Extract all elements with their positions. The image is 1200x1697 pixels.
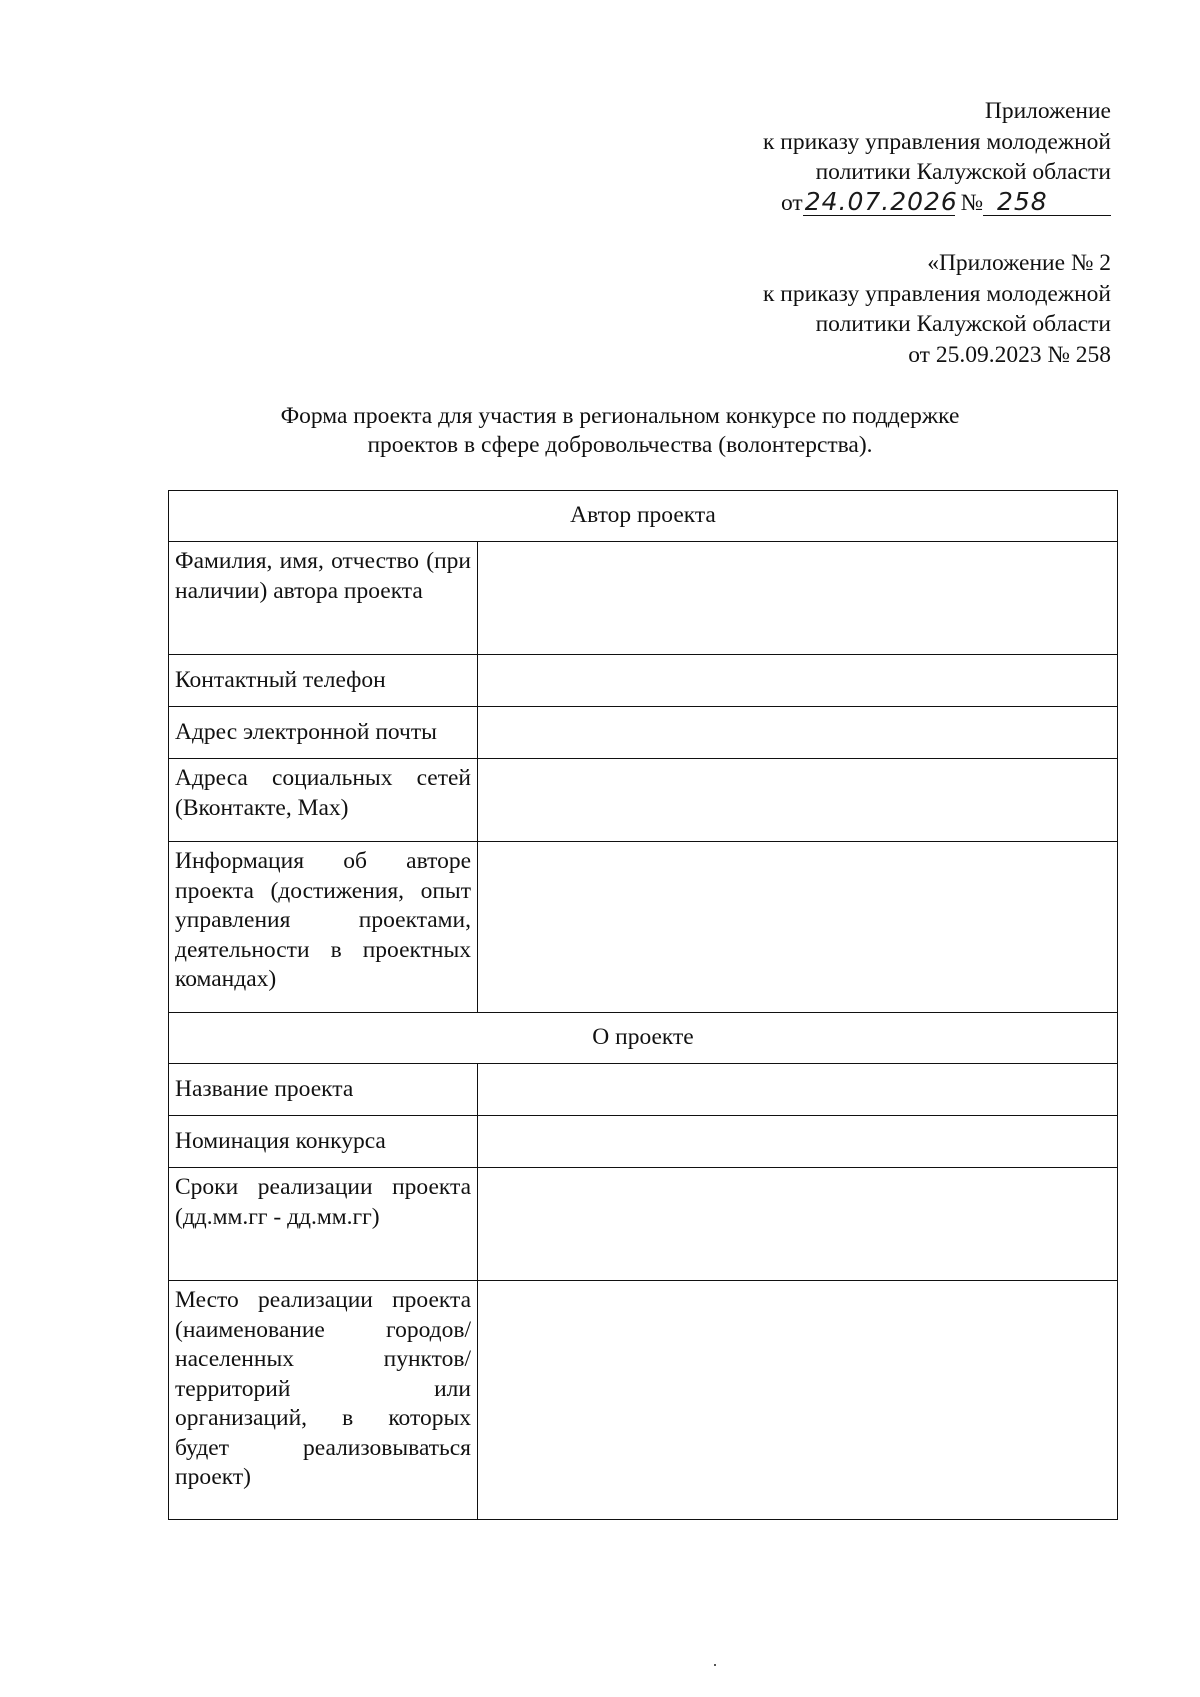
field-label-full-name: Фамилия, имя, отчество (при наличии) автора проекта	[169, 542, 478, 655]
field-label-phone: Контактный телефон	[169, 655, 478, 707]
table-row	[169, 655, 1118, 707]
section-row-author	[169, 491, 1118, 542]
form-title-line-2: проектов в сфере добровольчества (волонтерства).	[367, 432, 873, 458]
appendix-region-line: политики Калужской области	[815, 159, 1111, 185]
section-row-project	[169, 1013, 1118, 1064]
table-row	[169, 842, 1118, 1013]
field-label-author-info: Информация об авторе проекта (достижения, опыт управления проектами, деятельности в проектных командах)	[169, 842, 478, 1013]
table-row	[169, 542, 1118, 655]
field-value-project-dates[interactable]	[478, 1168, 1118, 1281]
project-form-table	[168, 490, 1118, 1520]
number-sign: №	[960, 189, 983, 216]
form-title-line-1: Форма проекта для участия в региональном конкурсе по поддержке	[280, 403, 960, 429]
original-appendix-header	[763, 248, 1111, 370]
table-row	[169, 1281, 1118, 1520]
table-row	[169, 759, 1118, 842]
original-appendix-title: «Приложение № 2	[927, 250, 1111, 276]
scan-speck	[714, 1664, 716, 1666]
table-row	[169, 1168, 1118, 1281]
field-label-project-dates: Сроки реализации проекта (дд.мм.гг - дд.мм.гг)	[169, 1168, 478, 1281]
table-row	[169, 707, 1118, 759]
section-header-project: О проекте	[169, 1013, 1118, 1064]
original-appendix-date-line: от 25.09.2023 № 258	[908, 341, 1111, 368]
field-label-project-name: Название проекта	[169, 1064, 478, 1116]
field-value-email[interactable]	[478, 707, 1118, 759]
appendix-date-line	[763, 188, 1111, 219]
original-appendix-region-line: политики Калужской области	[815, 311, 1111, 337]
handwritten-date: 24.07.2026	[804, 186, 958, 216]
field-label-email: Адрес электронной почты	[169, 707, 478, 759]
appendix-order-line: к приказу управления молодежной	[762, 128, 1111, 155]
field-value-phone[interactable]	[478, 655, 1118, 707]
form-title	[170, 402, 1070, 460]
field-value-social-networks[interactable]	[478, 759, 1118, 842]
field-value-project-location[interactable]	[478, 1281, 1118, 1520]
field-value-full-name[interactable]	[478, 542, 1118, 655]
field-value-nomination[interactable]	[478, 1116, 1118, 1168]
table-row	[169, 1116, 1118, 1168]
table-row	[169, 1064, 1118, 1116]
date-prefix: от	[780, 189, 803, 216]
handwritten-number: 258	[983, 189, 1111, 216]
field-label-nomination: Номинация конкурса	[169, 1116, 478, 1168]
field-label-project-location: Место реализации проекта (наименование городов/населенных пунктов/территорий или организаций, в которых будет реализовываться проект)	[169, 1281, 478, 1520]
appendix-title: Приложение	[984, 98, 1111, 124]
appendix-header	[763, 96, 1111, 218]
field-label-social-networks: Адреса социальных сетей (Вконтакте, Max)	[169, 759, 478, 842]
original-appendix-order-line: к приказу управления молодежной	[762, 280, 1111, 307]
section-header-author: Автор проекта	[169, 491, 1118, 542]
field-value-author-info[interactable]	[478, 842, 1118, 1013]
field-value-project-name[interactable]	[478, 1064, 1118, 1116]
